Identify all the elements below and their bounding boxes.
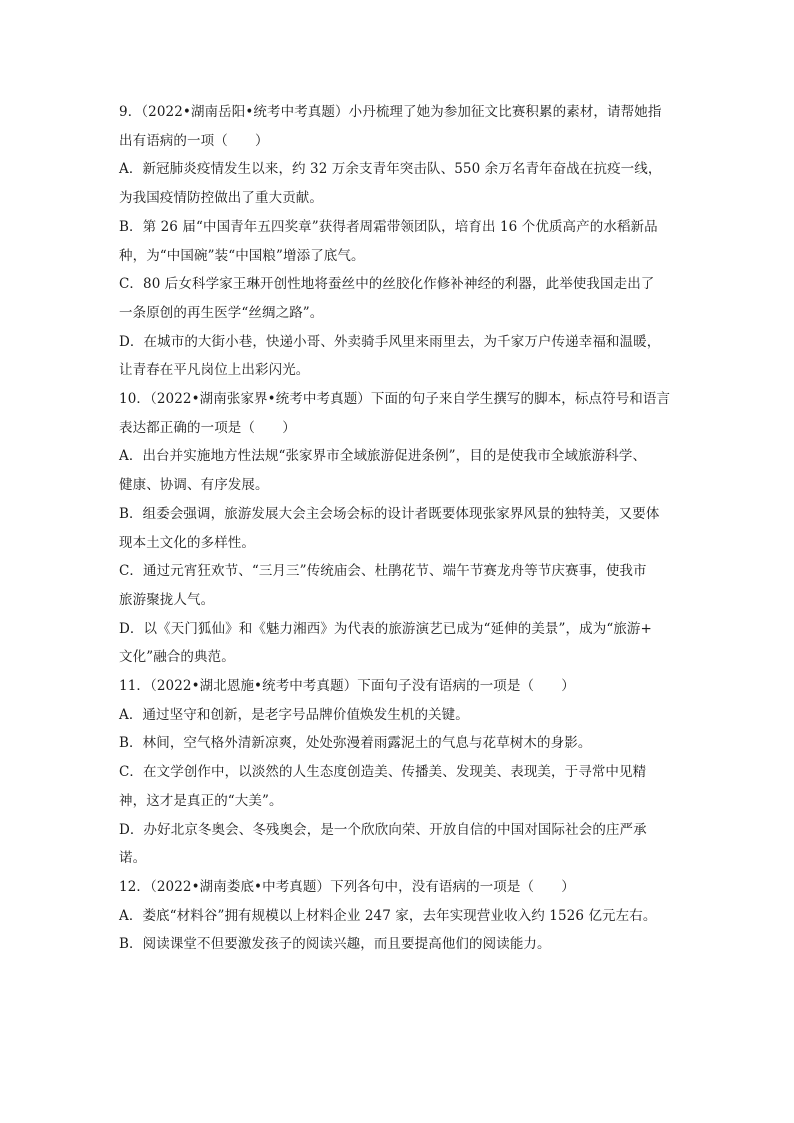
option-c-line: C．80 后女科学家王琳开创性地将蚕丝中的丝胶化作修补神经的利器，此举使我国走出了 <box>119 276 655 293</box>
question-10 <box>119 385 679 672</box>
option-b-line: 现本土文化的多样性。 <box>119 534 255 551</box>
question-stem-line: 12．（2022•湖南娄底•中考真题）下列各句中，没有语病的一项是（ ） <box>119 878 575 895</box>
option-b-line: B．阅读课堂不但要激发孩子的阅读兴趣，而且要提高他们的阅读能力。 <box>119 936 551 953</box>
option-d-line: 文化”融合的典范。 <box>119 649 235 666</box>
question-stem-line: 10．（2022•湖南张家界•统考中考真题）下面的句子来自学生撰写的脚本，标点符号和语言 <box>119 391 671 408</box>
option-d-line: 让青春在平凡岗位上出彩闪光。 <box>119 362 310 379</box>
question-stem-line: 9．（2022•湖南岳阳•统考中考真题）小丹梳理了她为参加征文比赛积累的素材，请帮她指 <box>119 104 662 120</box>
question-9 <box>119 98 679 385</box>
question-11 <box>119 672 679 873</box>
option-b-line: B．林间，空气格外清新凉爽，处处弥漫着雨露泥土的气息与花草树木的身影。 <box>119 735 592 752</box>
document-page <box>119 98 679 959</box>
option-d-line: D．办好北京冬奥会、冬残奥会，是一个欣欣向荣、开放自信的中国对国际社会的庄严承 <box>119 821 647 838</box>
option-b-line: B．第 26 届“中国青年五四奖章”获得者周霜带领团队，培育出 16 个优质高产的水稻新品 <box>119 218 658 235</box>
option-d-line: D．以《天门狐仙》和《魅力湘西》为代表的旅游演艺已成为“延伸的美景”，成为“旅游+ <box>119 620 652 637</box>
option-c-line: 神，这才是真正的“大美”。 <box>119 792 283 809</box>
option-c-line: C．在文学创作中，以淡然的人生态度创造美、传播美、发现美、表现美，于寻常中见精 <box>119 764 647 781</box>
option-d-line: D．在城市的大街小巷，快递小哥、外卖骑手风里来雨里去，为千家万户传递幸福和温暖， <box>119 333 661 350</box>
option-b-line: B．组委会强调，旅游发展大会主会场会标的设计者既要体现张家界风景的独特美，又要体 <box>119 505 660 522</box>
option-a-line: 健康、协调、有序发展。 <box>119 477 269 494</box>
question-stem-line: 11．（2022•湖北恩施•统考中考真题）下面句子没有语病的一项是（ ） <box>119 678 575 695</box>
option-d-line: 诺。 <box>119 850 147 867</box>
option-a-line: 为我国疫情防控做出了重大贡献。 <box>119 190 323 207</box>
option-a-line: A．娄底“材料谷”拥有规模以上材料企业 247 家，去年实现营业收入约 1526 亿元左右。 <box>119 907 657 924</box>
option-c-line: C．通过元宵狂欢节、“三月三”传统庙会、杜鹃花节、端午节赛龙舟等节庆赛事，使我市 <box>119 563 647 580</box>
question-12 <box>119 873 679 959</box>
question-stem-line: 出有语病的一项（ ） <box>119 132 269 149</box>
question-stem-line: 表达都正确的一项是（ ） <box>119 419 296 436</box>
option-c-line: 一条原创的再生医学“丝绸之路”。 <box>119 304 324 321</box>
option-c-line: 旅游聚拢人气。 <box>119 591 215 608</box>
option-a-line: A．通过坚守和创新，是老字号品牌价值焕发生机的关键。 <box>119 706 469 723</box>
option-a-line: A．新冠肺炎疫情发生以来，约 32 万余支青年突击队、550 余万名青年奋战在抗疫一线， <box>119 161 662 178</box>
option-b-line: 种，为“中国碗”装“中国粮”增添了底气。 <box>119 247 365 264</box>
option-a-line: A．出台并实施地方性法规“张家界市全域旅游促进条例”，目的是使我市全域旅游科学、 <box>119 448 647 465</box>
